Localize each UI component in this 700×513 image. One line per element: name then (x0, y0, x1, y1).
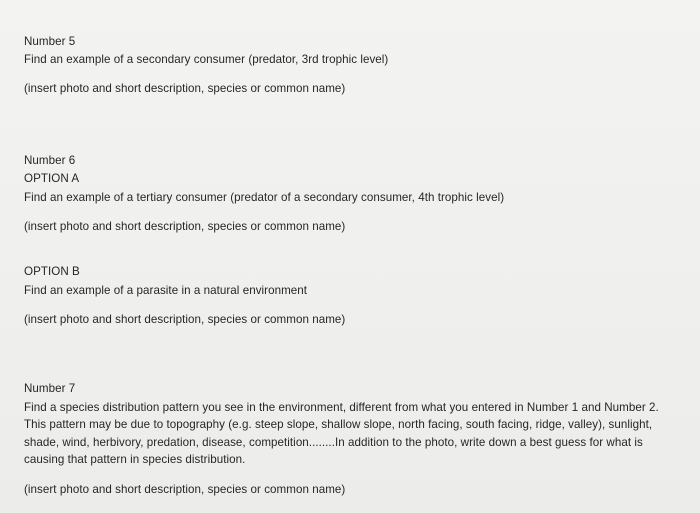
section-7-instruction: (insert photo and short description, species or common name) (24, 483, 346, 496)
section-5-instruction: (insert photo and short description, species or common name) (24, 82, 346, 95)
section-6-option-a-instruction: (insert photo and short description, species or common name) (24, 220, 346, 233)
section-6-option-b-instruction: (insert photo and short description, species or common name) (24, 313, 346, 326)
section-5-heading: Number 5 (24, 35, 76, 48)
section-7-heading: Number 7 (24, 382, 76, 395)
section-6-option-b-prompt: Find an example of a parasite in a natural environment (24, 284, 308, 297)
section-6-option-a-label: OPTION A (24, 172, 80, 185)
section-7-prompt: Find a species distribution pattern you see in the environment, different from what you entered in Number 1 and Number 2. This pattern may be due to topography (e.g. steep slope, shallow slope, north facing, south facing, ridge, valley), sunlight, shade, wind, herbivory, predation, disease, competition........In addition to the photo, write down a best guess for what is causing that pattern in species distribution. (24, 401, 659, 467)
section-6-option-a-prompt: Find an example of a tertiary consumer (predator of a secondary consumer, 4th trophic level) (24, 191, 505, 204)
section-6-option-b-label: OPTION B (24, 265, 80, 278)
section-6-heading: Number 6 (24, 154, 76, 167)
section-5-prompt: Find an example of a secondary consumer (predator, 3rd trophic level) (24, 53, 389, 66)
